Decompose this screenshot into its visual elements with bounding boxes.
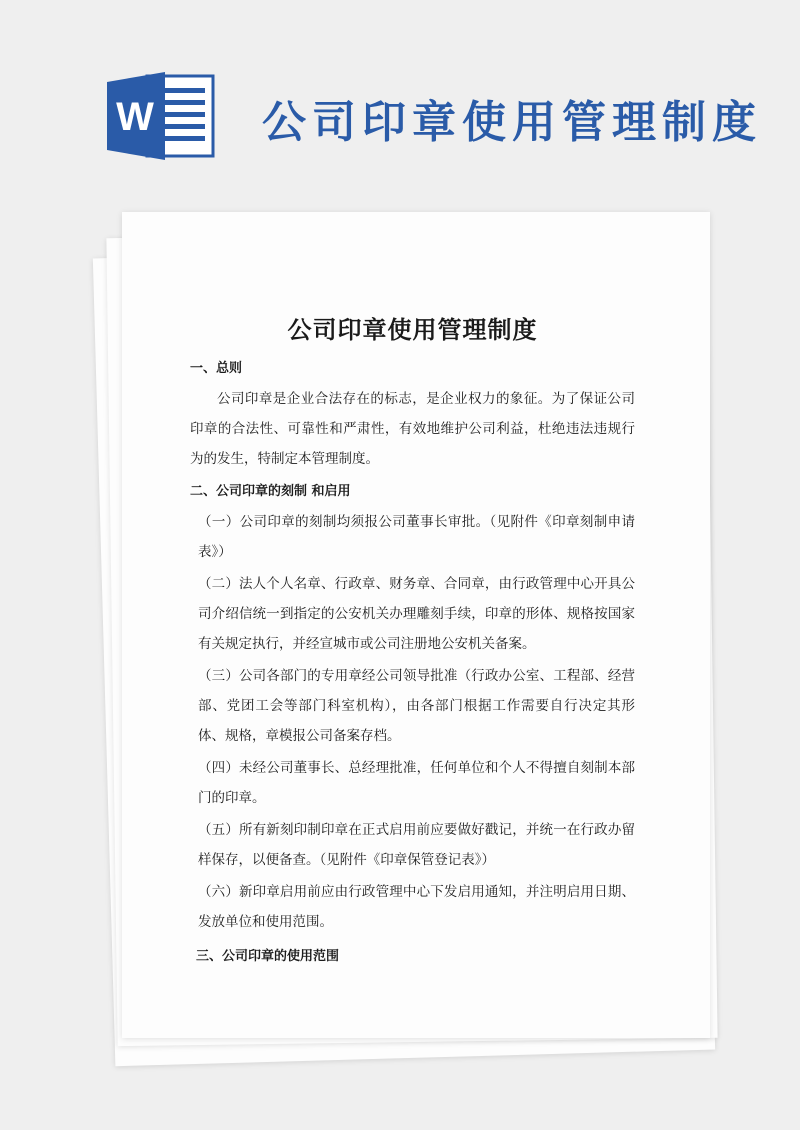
list-item: （二）法人个人名章、行政章、财务章、合同章，由行政管理中心开具公司介绍信统一到指定的公安机关办理雕刻手续，印章的形体、规格按国家有关规定执行，并经宣城市或公司注册地公安机关备案。 xyxy=(198,576,635,652)
word-icon-letter: W xyxy=(116,95,154,139)
section-heading: 二、公司印章的刻制 和启用 xyxy=(190,484,351,499)
document-title: 公司印章使用管理制度 xyxy=(287,316,538,344)
list-item: （六）新印章启用前应由行政管理中心下发启用通知，并注明启用日期、发放单位和使用范围。 xyxy=(198,884,635,930)
banner-title: 公司印章使用管理制度 xyxy=(262,97,762,148)
paragraph: 公司印章是企业合法存在的标志，是企业权力的象征。为了保证公司印章的合法性、可靠性和严肃性，有效地维护公司利益，杜绝违法违规行为的发生，特制定本管理制度。 xyxy=(190,391,635,467)
list-item: （五）所有新刻印制印章在正式启用前应要做好戳记，并统一在行政办留样保存，以便备查。（见附件《印章保管登记表》） xyxy=(198,822,635,868)
list-item: （一）公司印章的刻制均须报公司董事长审批。（见附件《印章刻制申请表》） xyxy=(198,514,635,560)
section-heading: 三、公司印章的使用范围 xyxy=(196,949,340,964)
list-item: （四）未经公司董事长、总经理批准，任何单位和个人不得擅自刻制本部门的印章。 xyxy=(198,760,635,806)
list-item: （三）公司各部门的专用章经公司领导批准（行政办公室、工程部、经营部、党团工会等部门科室机构），由各部门根据工作需要自行决定其形体、规格，章模报公司备案存档。 xyxy=(198,668,635,744)
section-heading: 一、总则 xyxy=(190,361,243,376)
word-document-icon xyxy=(107,72,215,160)
document-content xyxy=(190,310,635,972)
